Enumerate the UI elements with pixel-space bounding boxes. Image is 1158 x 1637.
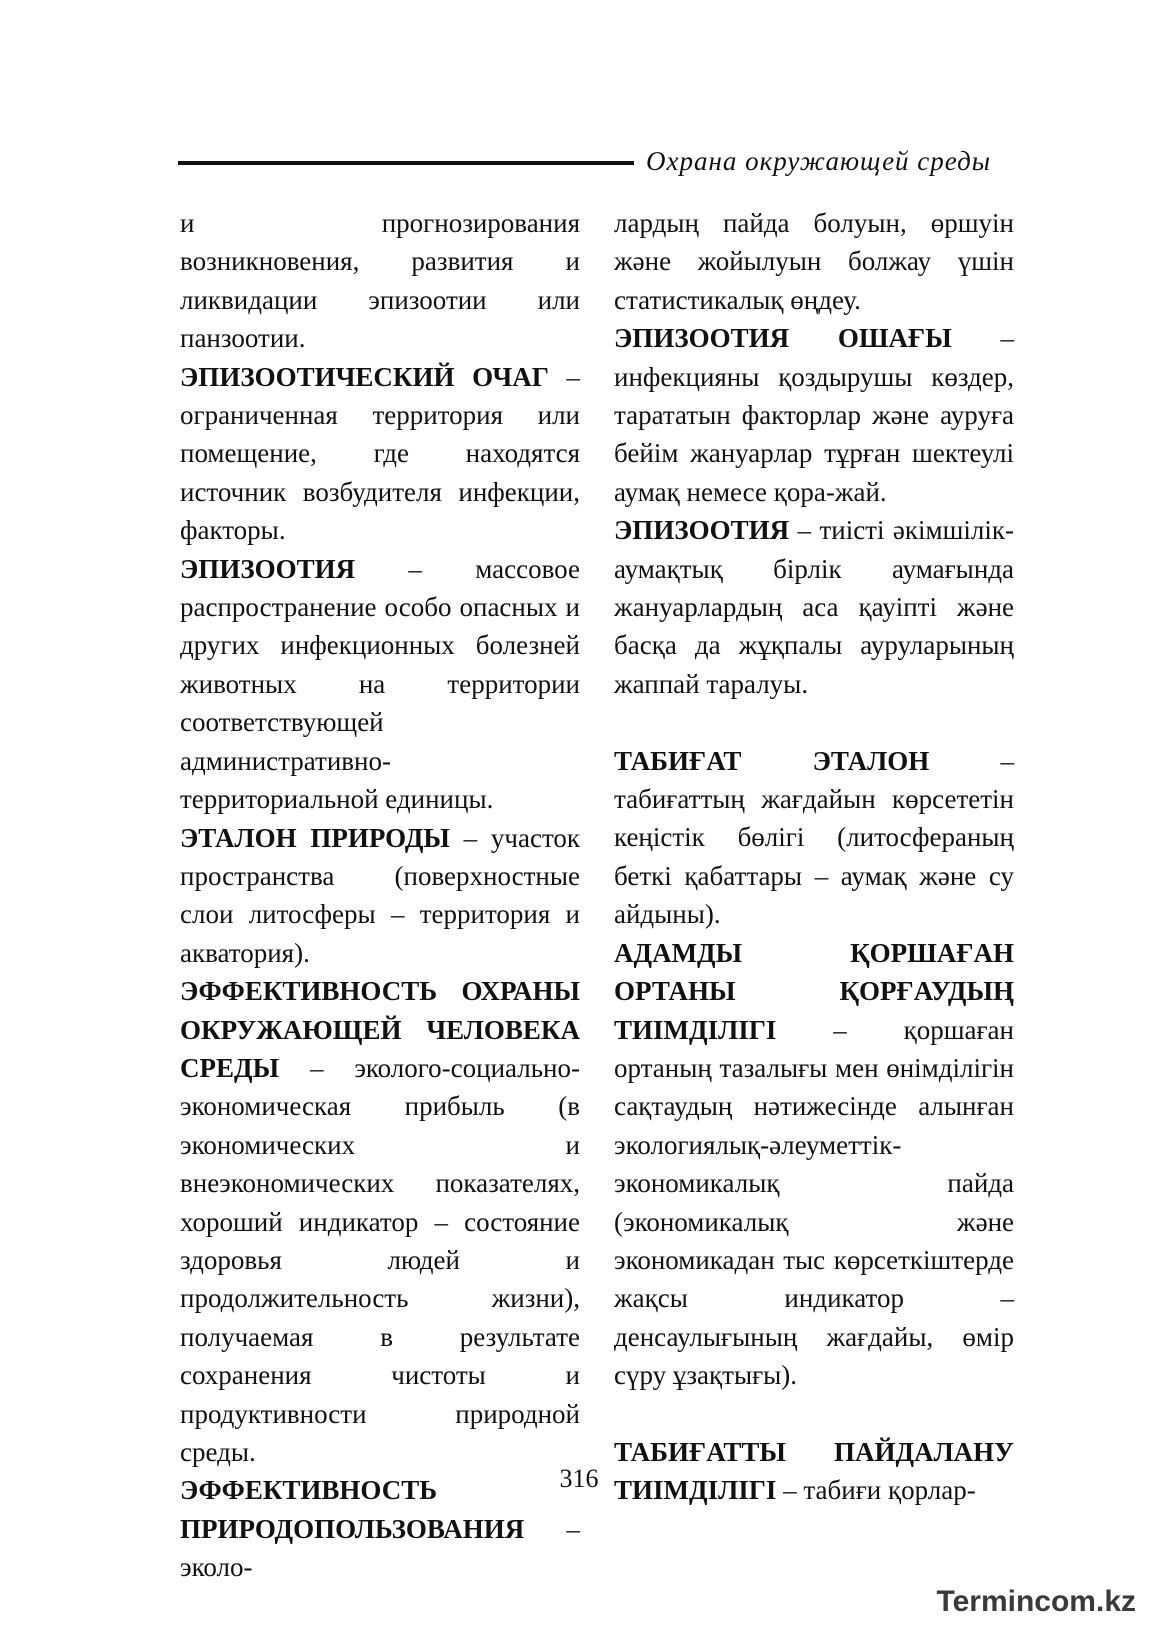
entry-term: ТАБИҒАТТЫ ПАЙДАЛАНУ ТИІМДІЛІГІ: [614, 1436, 1014, 1506]
left-column: [180, 204, 580, 1587]
entry-definition: – инфекцияны қоздырушы көздер, тарататын факторлар және ауруға бейім жануарлар тұрған шектеулі аумақ немесе қора-жай.: [614, 323, 1015, 507]
dictionary-entry: [180, 972, 580, 1471]
entry-definition: – участок пространства (поверхностные слои литосферы – территория и акватория).: [180, 822, 581, 968]
entry-definition: – ограниченная территория или помещение, где находятся источник возбудителя инфекции, факторы.: [180, 361, 580, 546]
entry-term: ЭПИЗООТИЯ ОШАҒЫ: [614, 323, 952, 354]
header-rule: [178, 161, 634, 165]
entry-definition: – эколо-: [180, 1513, 580, 1583]
entry-term: ЭПИЗООТИЧЕСКИЙ ОЧАГ: [180, 361, 549, 392]
dictionary-entry: [614, 742, 1014, 934]
entry-spacer: [614, 703, 1014, 741]
entry-term: ЭТАЛОН ПРИРОДЫ: [180, 822, 450, 853]
entry-term: ЭФФЕКТИВНОСТЬ ПРИРОДОПОЛЬЗОВАНИЯ: [180, 1475, 525, 1544]
entry-definition: – эколого-социально-экономическая прибыль (в экономических и внеэкономических показателях, хороший индикатор – состояние здоровья людей и продолжительность жизни), получаемая в результате сохранения чистоты и продуктивности природной среды.: [180, 1052, 580, 1467]
entry-term: ТАБИҒАТ ЭТАЛОН: [614, 745, 930, 776]
entry-term: ЭПИЗООТИЯ: [614, 515, 790, 546]
dictionary-entry: [614, 204, 1014, 319]
dictionary-entry: [614, 511, 1014, 703]
entry-definition: – тиісті әкімшілік-аумақтық бірлік аумағында жануарлардың аса қауіпті және басқа да жұқпалы ауруларының жаппай таралуы.: [614, 515, 1014, 699]
dictionary-entry: [180, 819, 580, 973]
entry-definition: и прогнозирования возникновения, развития и ликвидации эпизоотии или панзоотии.: [180, 208, 580, 354]
entry-term: ЭФФЕКТИВНОСТЬ ОХРАНЫ ОКРУЖАЮЩЕЙ ЧЕЛОВЕКА СРЕДЫ: [180, 976, 580, 1083]
entry-spacer: [614, 1395, 1014, 1433]
dictionary-entry: [180, 550, 580, 819]
entry-definition: – қоршаған ортаның тазалығы мен өнімділігін сақтаудың нәтижесінде алынған экологиялық-әлеуметтік-экономикалық пайда (экономикалық және экономикадан тыс көрсеткіштерде жақсы индикатор – денсаулығының жағдайы, өмір сүру ұзақтығы).: [614, 1014, 1014, 1391]
dictionary-entry: [614, 319, 1014, 511]
entry-definition: лардың пайда болуын, өршуін және жойылуын болжау үшін статистикалық өңдеу.: [614, 208, 1014, 315]
entry-term: ЭПИЗООТИЯ: [180, 553, 356, 584]
page-number: 316: [559, 1464, 599, 1493]
right-column: [614, 204, 1014, 1510]
entry-definition: – табиғи қорлар-: [776, 1475, 976, 1506]
dictionary-entry: [180, 358, 580, 550]
dictionary-entry: [180, 204, 580, 358]
entry-term: АДАМДЫ ҚОРШАҒАН ОРТАНЫ ҚОРҒАУДЫҢ ТИІМДІЛІГІ: [614, 937, 1014, 1045]
running-head: Охрана окружающей среды: [646, 146, 992, 176]
dictionary-entry: [614, 934, 1014, 1395]
entry-definition: – табиғаттың жағдайын көрсететін кеңістік бөлігі (литосфераның беткі қабаттары – аумақ және су айдыны).: [614, 745, 1014, 930]
entry-definition: – массовое распространение особо опасных и других инфекционных болезней животных на территории соответствующей административно-территориальной единицы.: [180, 553, 580, 815]
watermark-logo: Termincom.kz: [936, 1585, 1136, 1618]
